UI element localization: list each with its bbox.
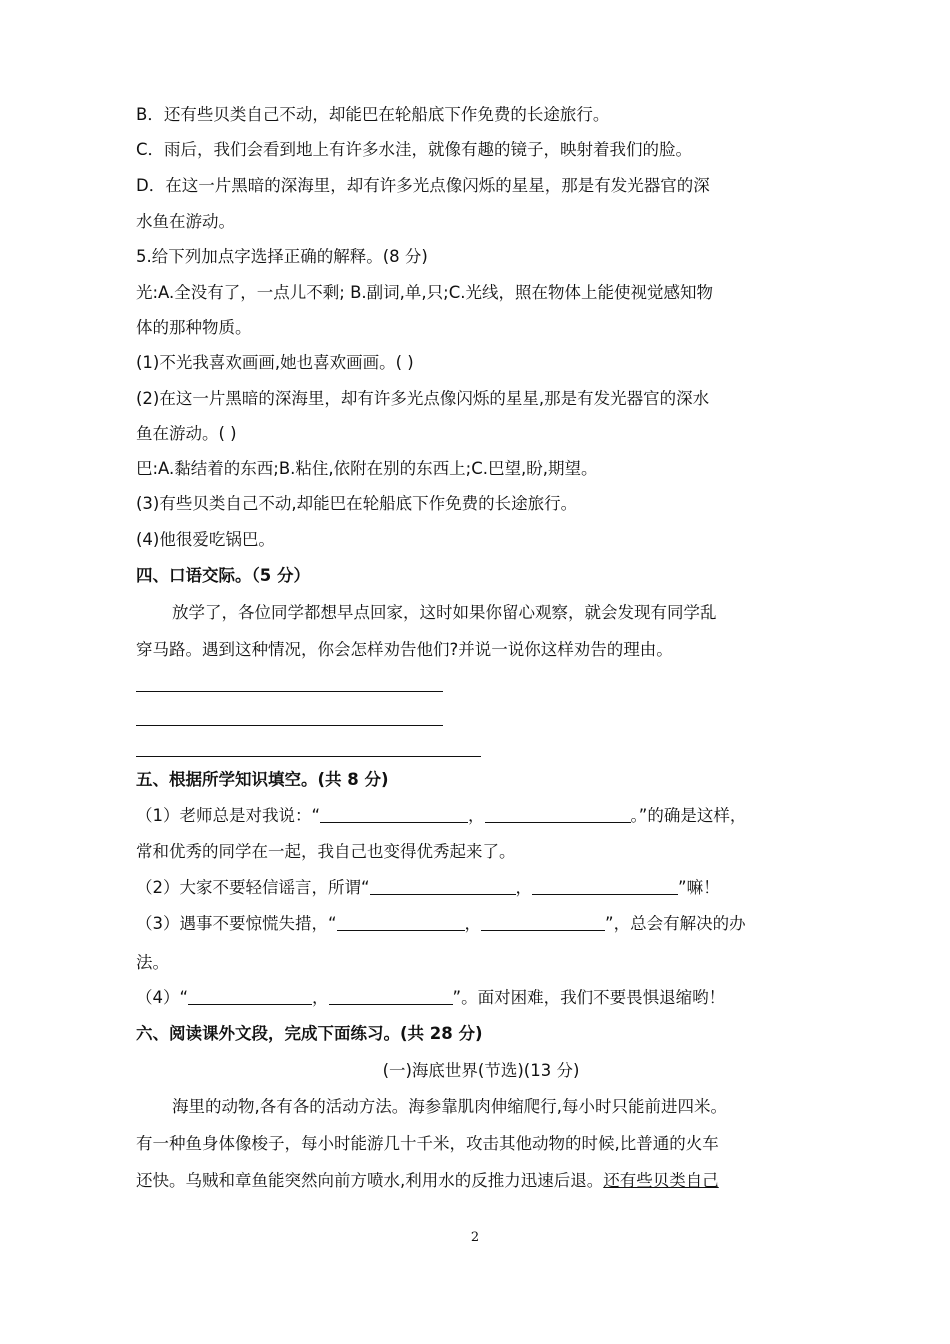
item-4: (4)他很爱吃锅巴。	[136, 530, 275, 549]
blank-q2-first[interactable]	[370, 876, 516, 895]
option-d: D．在这一片黑暗的深海里，却有许多光点像闪烁的星星，那是有发光器官的深	[136, 176, 710, 195]
passage-title: (一)海底世界(节选)(13 分)	[382, 1061, 580, 1080]
item-1: (1)不光我喜欢画画,她也喜欢画画。( )	[136, 353, 414, 372]
answer-line-1[interactable]	[136, 691, 443, 692]
option-b: B．还有些贝类自己不动，却能巴在轮船底下作免费的长途旅行。	[136, 105, 610, 124]
item-2: (2)在这一片黑暗的深海里，却有许多光点像闪烁的星星,那是有发光器官的深水	[136, 389, 710, 408]
item-2-cont: 鱼在游动。( )	[136, 424, 237, 443]
fill-q3: （3）遇事不要惊慌失措，“ ， ”，总会有解决的办	[136, 914, 746, 933]
fill-q3-cont: 法。	[136, 953, 169, 972]
section-4-prompt-cont: 穿马路。遇到这种情况，你会怎样劝告他们?并说一说你这样劝告的理由。	[136, 640, 673, 659]
guang-definitions: 光:A.全没有了，一点儿不剩; B.副词,单,只;C.光线，照在物体上能使视觉感知物	[136, 283, 713, 302]
blank-q4-first[interactable]	[188, 986, 312, 1005]
option-d-cont: 水鱼在游动。	[136, 212, 235, 231]
passage-line-3: 还快。乌贼和章鱼能突然向前方喷水,利用水的反推力迅速后退。还有些贝类自己	[136, 1171, 719, 1190]
section-4-heading: 四、口语交际。（5 分）	[136, 566, 310, 585]
blank-q1-first[interactable]	[320, 804, 468, 823]
passage-line-2: 有一种鱼身体像梭子，每小时能游几十千米，攻击其他动物的时候,比普通的火车	[136, 1134, 719, 1153]
item-3: (3)有些贝类自己不动,却能巴在轮船底下作免费的长途旅行。	[136, 494, 578, 513]
option-c: C．雨后，我们会看到地上有许多水洼，就像有趣的镜子，映射着我们的脸。	[136, 140, 693, 159]
passage-line-1: 海里的动物,各有各的活动方法。海参靠肌肉伸缩爬行,每小时只能前进四米。	[172, 1097, 727, 1116]
guang-definitions-cont: 体的那种物质。	[136, 318, 252, 337]
page-number: 2	[470, 1230, 480, 1245]
blank-q3-second[interactable]	[481, 912, 605, 931]
fill-q1-cont: 常和优秀的同学在一起，我自己也变得优秀起来了。	[136, 842, 516, 861]
blank-q4-second[interactable]	[329, 986, 453, 1005]
underlined-sentence: 还有些贝类自己	[603, 1171, 719, 1190]
fill-q1: （1）老师总是对我说：“ ， 。”的确是这样，	[136, 806, 747, 825]
section-5-heading: 五、根据所学知识填空。(共 8 分)	[136, 770, 389, 789]
blank-q1-second[interactable]	[485, 804, 631, 823]
section-4-prompt: 放学了，各位同学都想早点回家，这时如果你留心观察，就会发现有同学乱	[172, 603, 717, 622]
ba-definitions: 巴:A.黏结着的东西;B.粘住,依附在别的东西上;C.巴望,盼,期望。	[136, 459, 598, 478]
answer-line-2[interactable]	[136, 725, 443, 726]
question-5-title: 5.给下列加点字选择正确的解释。(8 分)	[136, 247, 428, 266]
fill-q4: （4）“ ， ”。面对困难，我们不要畏惧退缩哟！	[136, 988, 726, 1007]
section-6-heading: 六、阅读课外文段，完成下面练习。(共 28 分)	[136, 1024, 483, 1043]
answer-line-3[interactable]	[136, 756, 481, 757]
blank-q2-second[interactable]	[532, 876, 678, 895]
fill-q2: （2）大家不要轻信谣言，所谓“ ， ”嘛！	[136, 878, 720, 897]
blank-q3-first[interactable]	[337, 912, 465, 931]
